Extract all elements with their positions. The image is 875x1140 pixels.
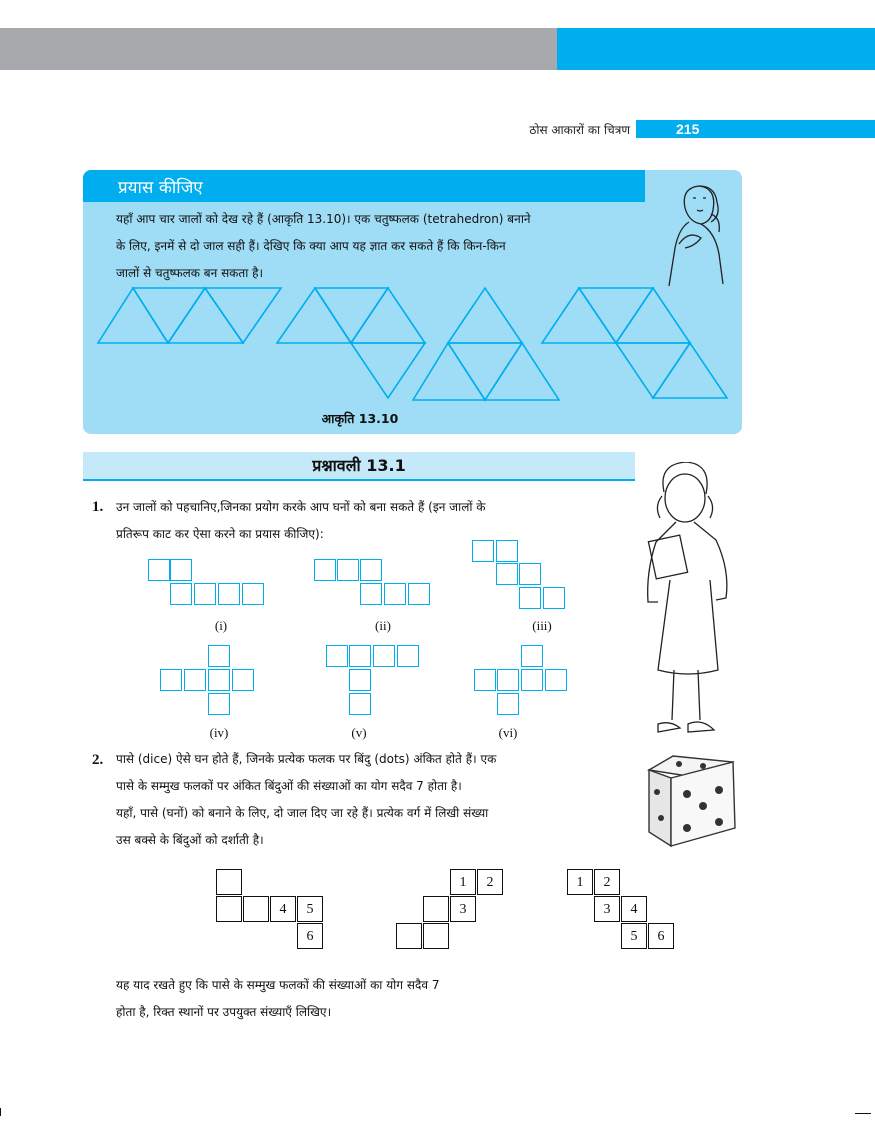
dice-net-b-cell: 1: [450, 869, 476, 895]
net-label-i: (i): [214, 618, 228, 633]
q2-tail-2: होता है, रिक्त स्थानों पर उपयुक्त संख्याएँ लिखिए।: [116, 1005, 332, 1019]
dice-net-c-cell: 6: [648, 923, 674, 949]
dice-net-b-cell: [423, 896, 449, 922]
q2-line-3: यहाँ, पासे (घनों) को बनाने के लिए, दो जाल दिए जा रहे हैं। प्रत्येक वर्ग में लिखी संख्या: [116, 806, 489, 820]
dice-net-b-cell: [396, 923, 422, 949]
q1-line-1: उन जालों को पहचानिए,जिनका प्रयोग करके आप घनों को बना सकते हैं (इन जालों के: [116, 500, 486, 514]
try-line-1: यहाँ आप चार जालों को देख रहे हैं (आकृति 13.10)। एक चतुष्फलक (tetrahedron) बनाने: [116, 212, 531, 226]
dice-net-b-cell: 2: [477, 869, 503, 895]
figure-caption: आकृति 13.10: [321, 411, 399, 426]
q2-tail-text: [116, 972, 636, 1026]
q2-line-2: पासे के सम्मुख फलकों पर अंकित बिंदुओं की संख्याओं का योग सदैव 7 होता है।: [116, 779, 462, 793]
try-line-3: जालों से चतुष्फलक बन सकता है।: [116, 266, 264, 280]
q1-line-2: प्रतिरूप काट कर ऐसा करने का प्रयास कीजिए):: [116, 527, 324, 541]
net-label-vi: (vi): [498, 725, 518, 740]
dice-net-c-cell: 4: [621, 896, 647, 922]
net-label-iv: (iv): [209, 725, 229, 740]
crop-mark: [855, 1113, 871, 1114]
q2-number: 2.: [92, 752, 104, 768]
dice-net-c-cell: 3: [594, 896, 620, 922]
q1-number: 1.: [92, 499, 104, 515]
exercise-title: प्रश्नावली 13.1: [312, 456, 406, 475]
chapter-title: ठोस आकारों का चित्रण: [529, 123, 630, 137]
dice-net-a-cell: 6: [297, 923, 323, 949]
dice-net-a-cell: [216, 896, 242, 922]
dice-net-a-cell: [243, 896, 269, 922]
q2-tail-1: यह याद रखते हुए कि पासे के सम्मुख फलकों की संख्याओं का योग सदैव 7: [116, 978, 440, 992]
q2-line-1: पासे (dice) ऐसे घन होते हैं, जिनके प्रत्येक फलक पर बिंदु (dots) अंकित होते हैं। एक: [116, 752, 497, 766]
try-this-title: प्रयास कीजिए: [118, 178, 203, 198]
net-label-v: (v): [351, 725, 367, 740]
dice-net-a-cell: 4: [270, 896, 296, 922]
dice-net-a-cell: 5: [297, 896, 323, 922]
dice-net-c-cell: 2: [594, 869, 620, 895]
dice-net-c-cell: 1: [567, 869, 593, 895]
dice-net-c-cell: 5: [621, 923, 647, 949]
q2-line-4: उस बक्से के बिंदुओं को दर्शाती है।: [116, 833, 264, 847]
try-line-2: के लिए, इनमें से दो जाल सही हैं। देखिए कि क्या आप यह ज्ञात कर सकते हैं कि किन-किन: [116, 239, 506, 253]
dice-net-b-cell: [423, 923, 449, 949]
net-label-iii: (iii): [532, 618, 552, 633]
dice-net-a-cell: [216, 869, 242, 895]
crop-mark: [0, 1108, 1, 1116]
dice-net-b-cell: 3: [450, 896, 476, 922]
net-label-ii: (ii): [375, 618, 391, 633]
page-number: 215: [636, 120, 875, 138]
